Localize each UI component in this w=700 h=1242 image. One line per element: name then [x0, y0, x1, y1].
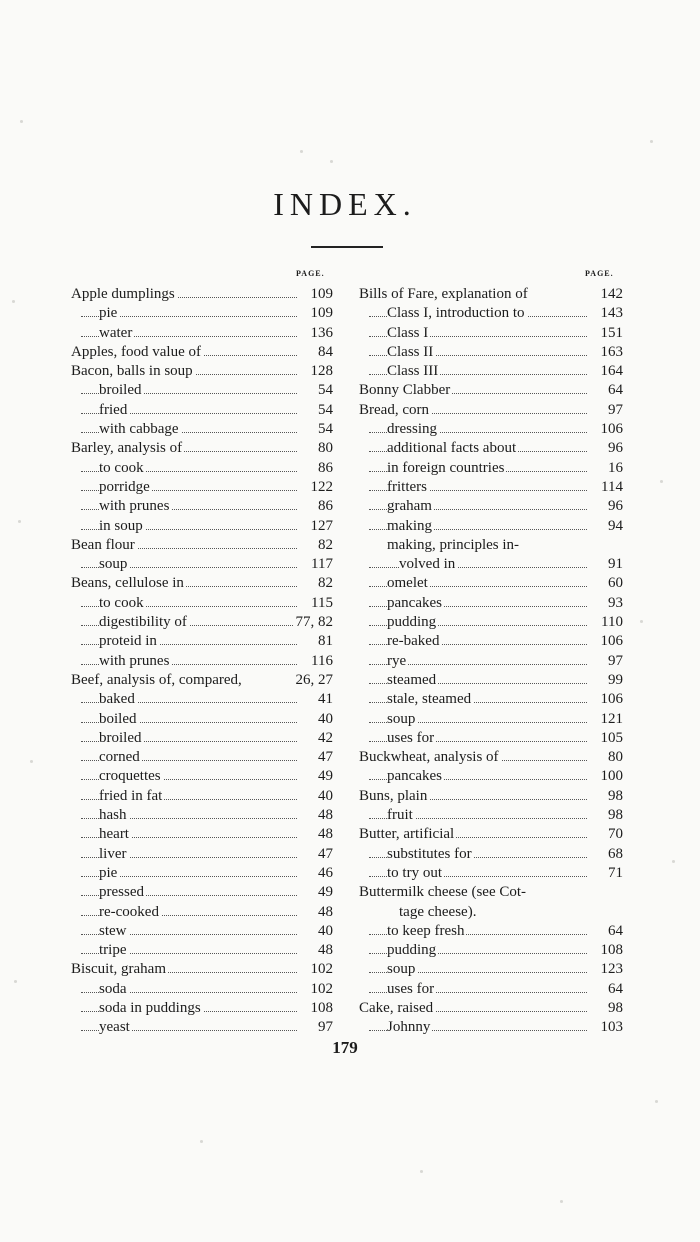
index-entry: [71, 555, 333, 574]
index-entry: [359, 459, 623, 478]
index-entry: [359, 864, 623, 883]
index-term: croquettes: [99, 767, 163, 786]
index-entry: [71, 864, 333, 883]
index-entry: [71, 825, 333, 844]
index-term: in foreign countries: [387, 459, 506, 478]
index-page-ref: 109: [309, 285, 334, 304]
index-term: re-cooked: [99, 903, 161, 922]
index-term: soup: [387, 960, 417, 979]
index-page-ref: 86: [316, 459, 333, 478]
index-term: heart: [99, 825, 131, 844]
index-term: fruit: [387, 806, 415, 825]
index-entry: [359, 401, 623, 420]
index-entry: [359, 710, 623, 729]
paper-speck: [330, 160, 333, 163]
index-page-ref: 163: [599, 343, 624, 362]
index-page-ref: 54: [316, 381, 333, 400]
paper-speck: [300, 150, 303, 153]
index-page-ref: 97: [316, 1018, 333, 1037]
index-page-ref: 127: [309, 517, 334, 536]
paper-speck: [30, 760, 33, 763]
index-entry: [359, 536, 623, 555]
index-page-ref: 47: [316, 845, 333, 864]
index-term: Beef, analysis of, compared,: [71, 671, 244, 690]
index-term: with cabbage: [99, 420, 181, 439]
index-term: Barley, analysis of: [71, 439, 184, 458]
index-term: making, principles in-: [387, 536, 521, 555]
index-page-ref: 136: [309, 324, 334, 343]
index-term: volved in: [399, 555, 457, 574]
index-term: with prunes: [99, 652, 171, 671]
index-entry: [71, 806, 333, 825]
paper-speck: [18, 520, 21, 523]
index-term: Apples, food value of: [71, 343, 203, 362]
index-page-ref: 98: [606, 806, 623, 825]
index-term: Cake, raised: [359, 999, 435, 1018]
index-page-ref: 123: [599, 960, 624, 979]
index-entry: [359, 517, 623, 536]
index-page-ref: 48: [316, 941, 333, 960]
paper-speck: [660, 480, 663, 483]
paper-speck: [200, 1140, 203, 1143]
index-page-ref: 64: [606, 980, 623, 999]
index-term: liver: [99, 845, 129, 864]
index-term: yeast: [99, 1018, 132, 1037]
index-entry: [71, 960, 333, 979]
index-term: boiled: [99, 710, 139, 729]
index-page-ref: 106: [599, 690, 624, 709]
index-page-ref: 82: [316, 536, 333, 555]
index-term: Class II: [387, 343, 435, 362]
index-page-ref: 117: [309, 555, 333, 574]
index-term: pie: [99, 864, 119, 883]
right-index-column: [359, 285, 623, 1038]
index-term: baked: [99, 690, 137, 709]
index-term: stew: [99, 922, 129, 941]
index-page-ref: 60: [606, 574, 623, 593]
index-page-ref: 40: [316, 922, 333, 941]
index-term: pancakes: [387, 767, 444, 786]
index-entry: [71, 748, 333, 767]
index-page-ref: 96: [606, 497, 623, 516]
index-entry: [71, 845, 333, 864]
paper-speck: [560, 1200, 563, 1203]
index-entry: [71, 922, 333, 941]
index-term: soda: [99, 980, 129, 999]
index-term: fritters: [387, 478, 429, 497]
index-term: pancakes: [387, 594, 444, 613]
paper-speck: [650, 140, 653, 143]
index-page-ref: 98: [606, 999, 623, 1018]
index-page-ref: 42: [316, 729, 333, 748]
index-page-ref: 121: [599, 710, 624, 729]
index-term: soda in puddings: [99, 999, 203, 1018]
index-page-ref: 100: [599, 767, 624, 786]
index-page-ref: 41: [316, 690, 333, 709]
index-entry: [359, 941, 623, 960]
index-entry: [71, 459, 333, 478]
index-page-ref: 16: [606, 459, 623, 478]
index-entry: [71, 652, 333, 671]
index-page-ref: 46: [316, 864, 333, 883]
index-page-ref: 48: [316, 806, 333, 825]
index-entry: [359, 960, 623, 979]
index-entry: [359, 594, 623, 613]
index-entry: [71, 304, 333, 323]
index-term: to keep fresh: [387, 922, 466, 941]
paper-speck: [14, 980, 17, 983]
paper-speck: [640, 620, 643, 623]
index-term: fried: [99, 401, 129, 420]
index-page-ref: 49: [316, 767, 333, 786]
index-entry: [71, 710, 333, 729]
index-page-ref: 105: [599, 729, 624, 748]
index-term: Johnny: [387, 1018, 432, 1037]
title-rule: [311, 246, 383, 248]
index-term: graham: [387, 497, 434, 516]
index-term: Beans, cellulose in: [71, 574, 186, 593]
index-entry: [359, 555, 623, 574]
index-entry: [359, 362, 623, 381]
index-page-ref: 106: [599, 420, 624, 439]
index-term: additional facts about: [387, 439, 518, 458]
index-term: in soup: [99, 517, 145, 536]
index-entry: [359, 845, 623, 864]
index-term: corned: [99, 748, 142, 767]
index-page-ref: 109: [309, 304, 334, 323]
index-term: pressed: [99, 883, 146, 902]
index-page-ref: 71: [606, 864, 623, 883]
index-page-ref: 70: [606, 825, 623, 844]
index-entry: [359, 729, 623, 748]
index-entry: [359, 922, 623, 941]
index-entry: [359, 613, 623, 632]
index-page-ref: 102: [309, 960, 334, 979]
index-term: to cook: [99, 594, 146, 613]
index-entry: [359, 343, 623, 362]
index-entry: [359, 381, 623, 400]
index-page-ref: 48: [316, 903, 333, 922]
index-page-ref: 108: [309, 999, 334, 1018]
index-term: broiled: [99, 729, 144, 748]
index-term: tripe: [99, 941, 129, 960]
index-entry: [71, 497, 333, 516]
index-entry: [71, 362, 333, 381]
index-entry: [71, 517, 333, 536]
index-term: to cook: [99, 459, 146, 478]
index-term: fried in fat: [99, 787, 164, 806]
index-entry: [359, 478, 623, 497]
index-term: Class I, introduction to: [387, 304, 527, 323]
index-entry: [71, 381, 333, 400]
left-page-header: PAGE.: [296, 269, 325, 278]
index-entry: [359, 748, 623, 767]
paper-speck: [20, 120, 23, 123]
index-page-ref: 94: [606, 517, 623, 536]
index-entry: [359, 903, 623, 922]
index-page-ref: 86: [316, 497, 333, 516]
index-term: Buckwheat, analysis of: [359, 748, 501, 767]
index-entry: [71, 613, 333, 632]
index-page-ref: 47: [316, 748, 333, 767]
index-term: broiled: [99, 381, 144, 400]
index-entry: [71, 883, 333, 902]
paper-speck: [12, 300, 15, 303]
index-entry: [359, 999, 623, 1018]
index-entry: [71, 690, 333, 709]
index-term: dressing: [387, 420, 439, 439]
index-entry: [359, 671, 623, 690]
index-term: Apple dumplings: [71, 285, 177, 304]
index-term: to try out: [387, 864, 444, 883]
index-page-ref: 98: [606, 787, 623, 806]
index-term: pie: [99, 304, 119, 323]
index-page-ref: 82: [316, 574, 333, 593]
index-page-ref: 99: [606, 671, 623, 690]
index-page-ref: 80: [316, 439, 333, 458]
index-page-ref: 128: [309, 362, 334, 381]
index-term: digestibility of: [99, 613, 189, 632]
index-page-ref: 81: [316, 632, 333, 651]
index-page-ref: 97: [606, 401, 623, 420]
index-entry: [71, 536, 333, 555]
index-page-ref: 91: [606, 555, 623, 574]
index-term: Bean flour: [71, 536, 137, 555]
index-term: Bonny Clabber: [359, 381, 452, 400]
paper-speck: [420, 1170, 423, 1173]
index-entry: [359, 883, 623, 902]
index-page-ref: 48: [316, 825, 333, 844]
index-term: Biscuit, graham: [71, 960, 168, 979]
index-term: Buns, plain: [359, 787, 429, 806]
paper-speck: [672, 860, 675, 863]
page-number: 179: [332, 1038, 358, 1057]
index-entry: [71, 671, 333, 690]
right-page-header: PAGE.: [585, 269, 614, 278]
index-entry: [359, 690, 623, 709]
index-page-ref: 142: [599, 285, 624, 304]
index-entry: [71, 285, 333, 304]
index-page-ref: 64: [606, 922, 623, 941]
index-term: pudding: [387, 941, 438, 960]
index-term: with prunes: [99, 497, 171, 516]
index-page-ref: 84: [316, 343, 333, 362]
index-page-ref: 77, 82: [294, 613, 334, 632]
index-term: tage cheese).: [399, 903, 478, 922]
index-page-ref: 26, 27: [294, 671, 334, 690]
index-page-ref: 40: [316, 787, 333, 806]
index-term: Bacon, balls in soup: [71, 362, 195, 381]
index-term: uses for: [387, 729, 436, 748]
index-entry: [71, 787, 333, 806]
index-term: Class III: [387, 362, 440, 381]
index-page-ref: 114: [599, 478, 623, 497]
index-entry: [71, 594, 333, 613]
index-entry: [71, 420, 333, 439]
index-entry: [71, 478, 333, 497]
index-page-ref: 102: [309, 980, 334, 999]
left-index-column: [71, 285, 333, 1038]
index-entry: [359, 420, 623, 439]
index-term: porridge: [99, 478, 152, 497]
index-page-ref: 116: [309, 652, 333, 671]
index-entry: [71, 632, 333, 651]
index-entry: [359, 497, 623, 516]
index-page-ref: 103: [599, 1018, 624, 1037]
index-page-ref: 106: [599, 632, 624, 651]
index-entry: [359, 1018, 623, 1037]
index-entry: [71, 324, 333, 343]
index-page-ref: 96: [606, 439, 623, 458]
index-term: uses for: [387, 980, 436, 999]
index-term: omelet: [387, 574, 430, 593]
index-entry: [71, 574, 333, 593]
index-page-ref: 54: [316, 420, 333, 439]
index-entry: [71, 980, 333, 999]
index-page-ref: 93: [606, 594, 623, 613]
index-page-ref: 68: [606, 845, 623, 864]
index-entry: [71, 343, 333, 362]
index-term: Bills of Fare, explanation of: [359, 285, 530, 304]
index-entry: [359, 324, 623, 343]
index-term: hash: [99, 806, 129, 825]
index-page-ref: 49: [316, 883, 333, 902]
index-term: soup: [99, 555, 129, 574]
index-entry: [359, 304, 623, 323]
index-page-ref: 54: [316, 401, 333, 420]
index-term: proteid in: [99, 632, 159, 651]
index-entry: [359, 285, 623, 304]
index-entry: [359, 825, 623, 844]
index-page-ref: 164: [599, 362, 624, 381]
index-page-ref: 143: [599, 304, 624, 323]
index-page-ref: 115: [309, 594, 333, 613]
index-entry: [71, 767, 333, 786]
index-entry: [71, 401, 333, 420]
page-title: INDEX.: [273, 186, 417, 222]
index-term: water: [99, 324, 134, 343]
index-entry: [71, 729, 333, 748]
index-page-ref: 122: [309, 478, 334, 497]
index-page-ref: 97: [606, 652, 623, 671]
index-term: Butter, artificial: [359, 825, 456, 844]
index-entry: [71, 941, 333, 960]
index-entry: [71, 1018, 333, 1037]
index-term: Bread, corn: [359, 401, 431, 420]
index-term: Class I: [387, 324, 430, 343]
index-entry: [359, 806, 623, 825]
index-term: substitutes for: [387, 845, 474, 864]
index-entry: [71, 999, 333, 1018]
index-entry: [359, 632, 623, 651]
index-entry: [71, 903, 333, 922]
index-term: pudding: [387, 613, 438, 632]
index-page-ref: 151: [599, 324, 624, 343]
index-page-ref: 64: [606, 381, 623, 400]
index-entry: [359, 574, 623, 593]
index-page-ref: 40: [316, 710, 333, 729]
paper-speck: [655, 1100, 658, 1103]
index-term: stale, steamed: [387, 690, 473, 709]
index-term: soup: [387, 710, 417, 729]
index-term: re-baked: [387, 632, 441, 651]
index-page-ref: 110: [599, 613, 623, 632]
index-entry: [359, 980, 623, 999]
index-entry: [71, 439, 333, 458]
index-term: making: [387, 517, 434, 536]
index-entry: [359, 787, 623, 806]
index-term: rye: [387, 652, 408, 671]
index-page-ref: 80: [606, 748, 623, 767]
index-page-ref: 108: [599, 941, 624, 960]
index-entry: [359, 439, 623, 458]
index-entry: [359, 767, 623, 786]
index-entry: [359, 652, 623, 671]
index-term: Buttermilk cheese (see Cot-: [359, 883, 528, 902]
index-term: steamed: [387, 671, 438, 690]
